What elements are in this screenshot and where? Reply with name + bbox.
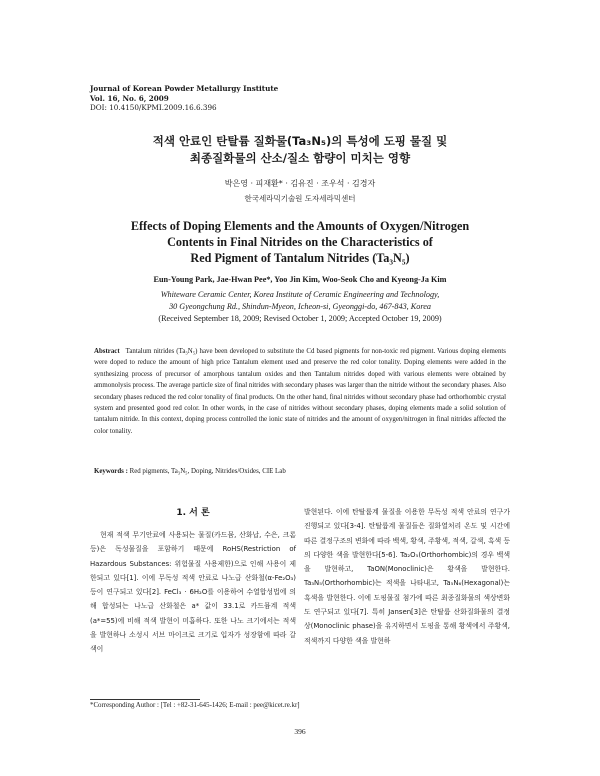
english-affiliation-line2: 30 Gyeongchung Rd., Shindun-Myeon, Icheon-si, Gyeonggi-do, 467-843, Korea — [169, 301, 431, 311]
korean-title-line1: 적색 안료인 탄탈륨 질화물(Ta₃N₅)의 특성에 도핑 물질 및 — [152, 134, 448, 148]
korean-title — [60, 133, 540, 167]
keywords-text: Red pigments, Ta₃N₅, Doping, Nitrides/Oxides, CIE Lab — [129, 468, 286, 475]
english-authors: Eun-Young Park, Jae-Hwan Pee*, Yoo Jin Kim, Woo-Seok Cho and Kyeong-Ja Kim — [153, 275, 447, 284]
keywords — [94, 466, 506, 477]
page-number: 396 — [294, 727, 306, 736]
english-affiliation-line1: Whiteware Ceramic Center, Korea Institute of Ceramic Engineering and Technology, — [160, 290, 440, 299]
journal-name: Journal of Korean Powder Metallurgy Institute — [90, 84, 279, 93]
abstract-label: Abstract — [94, 348, 120, 355]
english-title-line1: Effects of Doping Elements and the Amounts of Oxygen/Nitrogen — [130, 219, 470, 233]
corresponding-author-footnote: *Corresponding Author : [Tel : +82-31-645-1426; E-mail : pee@kicet.re.kr] — [90, 702, 300, 709]
english-title-line2: Contents in Final Nitrides on the Characteristics of — [167, 235, 433, 249]
english-title — [60, 218, 540, 266]
korean-authors: 박은영 · 피재환* · 김유진 · 조우석 · 김경자 — [224, 179, 376, 188]
intro-paragraph-right: 발현된다. 이에 탄탈륨계 물질을 이용한 무독성 적색 안료의 연구가 진행되고 있다[3-4]. 탄탈륨계 물질들은 질화열처리 온도 및 시간에 따른 결정구조의 변화에 따라 백색, 황색, 주황색, 적색, 갈색, 흑색 등의 다양한 색을 발현한다[5-6]. Ta₂O₅(Orthorhombic)의 경우 백색을 발현하고, TaON(Monoclinic)은 황색을 발현한다. Ta₃N₅(Orthorhombic)는 적색을 나타내고, Ta₅N₆(Hexagonal)는 흑색을 발현한다. 이에 도핑물질 첨가에 따른 최종질화물의 색상변화도 연구되고 있다[7]. 특히 Jansen[3]은 탄탈륨 산화질화물의 결정상(Monoclinic phase)을 유지하면서 도핑을 통해 황색에서 주황색, 적색까지 다양한 색을 발현하 — [304, 508, 510, 645]
journal-volume: Vol. 16, No. 6, 2009 — [90, 93, 169, 103]
intro-paragraph-left: 현재 적색 무기안료에 사용되는 물질(카드뮴, 산화납, 수은, 크롬 등)은 독성물질을 포함하기 때문에 RoHS(Restriction of Hazardous Substances: 위험물질 사용제한)으로 인해 사용이 제한되고 있다[1]. 이에 무독성 적색 안료로 나노급 산화철(α-Fe₂O₃) 등이 연구되고 있다[2]. FeCl₃ · 6H₂O를 이용하여 수열합성법에 의해 합성되는 나노급 산화철은 a* 값이 33.1로 카드뮴계 적색(a*=55)에 비해 적색 발현이 미흡하다. 또한 나노 크기에서는 적색을 발현하나 소성시 서브 마이크로 크기로 입자가 성장함에 따라 갈색이 — [90, 531, 296, 654]
korean-title-line2: 최종질화물의 산소/질소 함량이 미치는 영향 — [189, 151, 411, 165]
korean-affiliation: 한국세라믹기술원 도자세라믹센터 — [244, 194, 356, 203]
section-heading-introduction: 1. 서 론 — [176, 508, 210, 518]
journal-doi: DOI: 10.4150/KPMI.2009.16.6.396 — [90, 103, 217, 113]
footnote-divider — [90, 699, 200, 700]
abstract-text: Tantalum nitrides (Ta₃N₅) have been developed to substitute the Cd based pigments for non-toxic red pigment. Various doping elements were doped to reduce the amount of high price Tantalum element used and preserve the red color tonality. Doping elements were added in the synthesizing process of precursor of amorphous tantalum oxides and then Tantalum nitrides doped with various elements were obtained by ammonolysis process. The average particle size of final nitrides with secondary phases was larger than the nitride without the secondary phases. Also secondary phases reduced the red color tonality of final products. On the other hand, final nitrides without secondary phase had orthorhombic crystal system and presented good red color. In other words, in the case of nitrides without secondary phases, doping elements made a solid solution of tantalum nitride. In this context, doping process controlled the ionic state of nitrides and the amount of oxygen/nitrogen in final nitrides affected the color tonality. — [94, 348, 506, 435]
left-column — [90, 528, 296, 657]
english-title-line3: Red Pigment of Tantalum Nitrides (Ta₃N₅) — [190, 251, 410, 265]
journal-header — [90, 84, 278, 113]
abstract — [94, 346, 506, 437]
english-affiliation — [60, 289, 540, 312]
received-dates: (Received September 18, 2009; Revised October 1, 2009; Accepted October 19, 2009) — [158, 314, 442, 323]
right-column — [304, 505, 510, 648]
keywords-label: Keywords : — [94, 468, 128, 475]
